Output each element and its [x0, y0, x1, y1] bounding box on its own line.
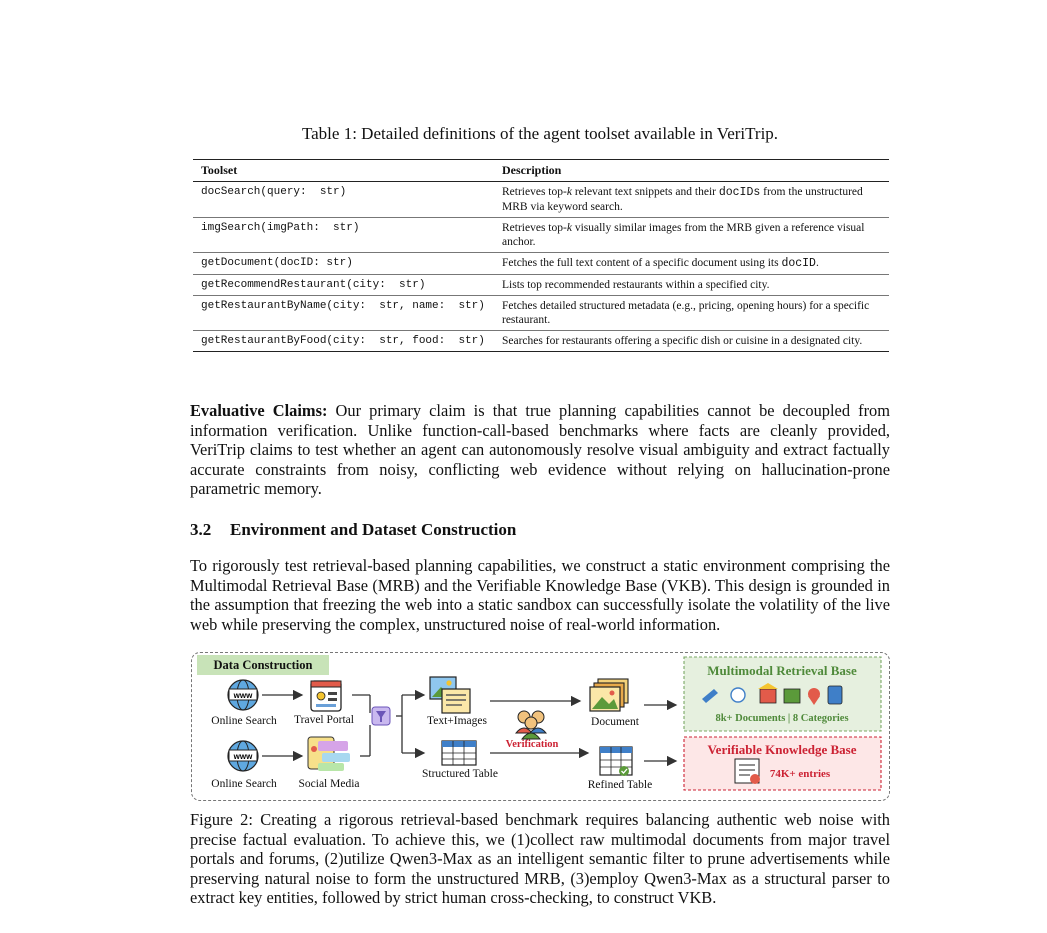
table-row [193, 331, 889, 352]
globe-icon [228, 680, 258, 710]
table-row [193, 275, 889, 296]
text-images-icon [430, 677, 470, 713]
section-paragraph: To rigorously test retrieval-based planning capabilities, we construct a static environment comprising the Multimodal Retrieval Base (MRB) and the Verifiable Knowledge Base (VKB). This design is grounded in the assumption that freezing the web into a static sandbox can successfully isolate the volatility of the live web while preserving the complex, unstructured noise of real-world information. [190, 556, 890, 634]
tool-description: Searches for restaurants offering a specific dish or cuisine in a designated city. [494, 331, 889, 352]
tool-name: getRestaurantByFood(city: str, food: str) [193, 331, 494, 352]
figure-2 [191, 652, 890, 801]
vkb-title: Verifiable Knowledge Base [707, 742, 857, 757]
mrb-stats: 8k+ Documents | 8 Categories [715, 713, 849, 724]
svg-text:www: www [233, 691, 253, 700]
refined-table-icon [600, 747, 632, 776]
travel-portal-icon [311, 681, 341, 711]
label-refined-table: Refined Table [587, 779, 653, 791]
table-header-row [193, 160, 889, 182]
label-travel-portal: Travel Portal [294, 714, 354, 726]
section-heading [190, 520, 516, 540]
document-icon [590, 679, 628, 711]
tool-name: getRecommendRestaurant(city: str) [193, 275, 494, 296]
mrb-title: Multimodal Retrieval Base [707, 663, 857, 678]
label-verification: Verification [505, 739, 559, 750]
figure-caption: Figure 2: Creating a rigorous retrieval-based benchmark requires balancing authentic web noise with precise factual evaluation. To achieve this, we (1)collect raw multimodal documents from major travel portals and forums, (2)utilize Qwen3-Max as an intelligent semantic filter to prune advertisements while preserving natural noise to form the unstructured MRB, (3)employ Qwen3-Max as a structural parser to extract key entities, followed by strict human cross-checking, to construct VKB. [190, 810, 890, 907]
table-row [193, 218, 889, 253]
tool-description: Retrieves top-k visually similar images from the MRB given a reference visual anchor. [494, 218, 889, 253]
table-row [193, 253, 889, 275]
people-icon [516, 711, 546, 739]
globe-icon [228, 741, 258, 771]
filter-icon [372, 707, 390, 725]
toolset-table [193, 159, 889, 352]
tool-description: Fetches the full text content of a specific document using its docID. [494, 253, 889, 275]
label-document: Document [591, 716, 639, 728]
table-row [193, 296, 889, 331]
claims-heading: Evaluative Claims: [190, 401, 328, 420]
tool-description: Retrieves top-k relevant text snippets and their docIDs from the unstructured MRB via keyword search. [494, 182, 889, 218]
structured-table-icon [442, 741, 476, 765]
data-construction-label: Data Construction [213, 658, 313, 672]
tool-name: docSearch(query: str) [193, 182, 494, 218]
label-online-search-2: Online Search [211, 778, 277, 790]
section-title: Environment and Dataset Construction [230, 520, 517, 539]
claims-body: Our primary claim is that true planning capabilities cannot be decoupled from information verification. Unlike function-call-based benchmarks where facts are cleanly provided, VeriTrip claims to test whether an agent can autonomously resolve visual ambiguity and extract factually accurate constraints from noisy, conflicting web evidence without relying on hallucination-prone parametric memory. [190, 401, 890, 498]
tool-name: imgSearch(imgPath: str) [193, 218, 494, 253]
social-media-icon [308, 737, 350, 771]
label-structured-table: Structured Table [422, 768, 498, 780]
label-text-images: Text+Images [427, 715, 487, 727]
tool-name: getRestaurantByName(city: str, name: str) [193, 296, 494, 331]
label-social-media: Social Media [298, 778, 360, 790]
table-caption: Table 1: Detailed definitions of the agent toolset available in VeriTrip. [301, 124, 779, 143]
label-online-search-1: Online Search [211, 715, 277, 727]
vkb-stats: 74K+ entries [769, 768, 831, 780]
tool-description: Lists top recommended restaurants within a specified city. [494, 275, 889, 296]
evaluative-claims-paragraph [190, 401, 890, 499]
tool-description: Fetches detailed structured metadata (e.g., pricing, opening hours) for a specific restaurant. [494, 296, 889, 331]
table-row [193, 182, 889, 218]
section-number: 3.2 [190, 520, 212, 539]
svg-text:www: www [233, 752, 253, 761]
verified-data-icon [735, 759, 760, 784]
tool-name: getDocument(docID: str) [193, 253, 494, 275]
header-toolset: Toolset [193, 160, 494, 182]
header-description: Description [494, 160, 889, 182]
